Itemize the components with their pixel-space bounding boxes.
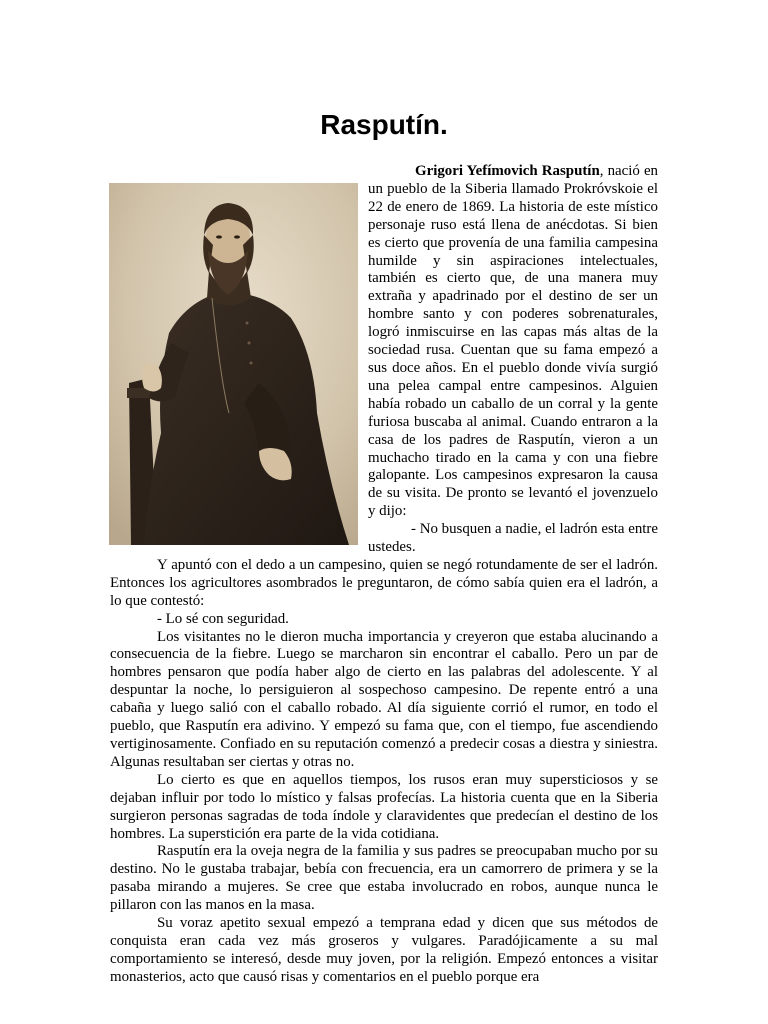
photo-spacer <box>110 163 368 542</box>
paragraph-2: Y apuntó con el dedo a un campesino, quien se negó rotundamente de ser el ladrón. Entonces los agricultores asombrados le preguntaron, de cómo sabía quien era el ladrón, a lo que contestó: <box>110 556 658 609</box>
paragraph-6: Su voraz apetito sexual empezó a temprana edad y dicen que sus métodos de conquista eran cada vez más groseros y vulgares. Paradójicamente a su mal comportamiento se interesó, desde muy joven, por la religión. Empezó entonces a visitar monasterios, acto que causó risas y comentarios en el pueblo porque era <box>110 915 658 985</box>
paragraph-5: Rasputín era la oveja negra de la familia y sus padres se preocupaban mucho por su destino. No le gustaba trabajar, bebía con frecuencia, era un camorrero de primera y se la pasaba mirando a mujeres. Se cree que estaba involucrado en robos, aunque nunca le pillaron con las manos en la masa. <box>110 843 658 914</box>
intro-text: , nació en un pueblo de la Siberia llamado Prokróvskoie el 22 de enero de 1869. La historia de este místico personaje ruso está llena de anécdotas. Si bien es cierto que provenía de una familia campesina humilde y sin aspiraciones intelectuales, también es cierto que, de una manera muy extraña y apadrinado por el destino de ser un hombre santo y con poderes sobrenaturales, logró inmiscuirse en las capas más altas de la sociedad rusa. Cuentan que su fama empezó a sus doce años. En el pueblo donde vivía surgió una pelea campal entre campesinos. Alguien había robado un caballo de un corral y la gente furiosa buscaba al animal. Cuando entraron a la casa de los padres de Rasputín, vieron a un muchacho tirado en la cama y con una fiebre galopante. Los campesinos expresaron la causa de su visita. De pronto se levantó el jovenzuelo y dijo: <box>368 163 659 520</box>
article-body <box>110 163 658 987</box>
speech-line-2: - Lo sé con seguridad. <box>157 610 289 627</box>
subject-name: Grigori Yefímovich Rasputín <box>415 163 600 179</box>
page-title: Rasputín. <box>320 109 448 140</box>
paragraph-3: Los visitantes no le dieron mucha importancia y creyeron que estaba alucinando a consecuencia de la fiebre. Luego se marcharon sin encontrar el caballo. Pero un par de hombres pensaron que podía haber algo de cierto en las palabras del adolescente. Y al despuntar la noche, lo persiguieron al sospechoso campesino. De repente entró a una cabaña y luego salió con el caballo robado. Al día siguiente corrió el rumor, en todo el pueblo, que Rasputín era adivino. Y empezó su fama que, con el tiempo, fue ascendiendo vertiginosamente. Confiado en su reputación comenzó a predecir cosas a diestra y siniestra. Algunas resultaban ser ciertas y otras no. <box>110 628 658 770</box>
paragraph-4: Lo cierto es que en aquellos tiempos, los rusos eran muy supersticiosos y se dejaban influir por todo lo místico y falsas profecías. La historia cuenta que en la Siberia surgieron personas sagradas de toda índole y claravidentes que predecían el destino de los hombres. La superstición era parte de la vida cotidiana. <box>110 771 658 842</box>
speech-line-1: - No busquen a nadie, el ladrón esta entre ustedes. <box>368 521 658 556</box>
